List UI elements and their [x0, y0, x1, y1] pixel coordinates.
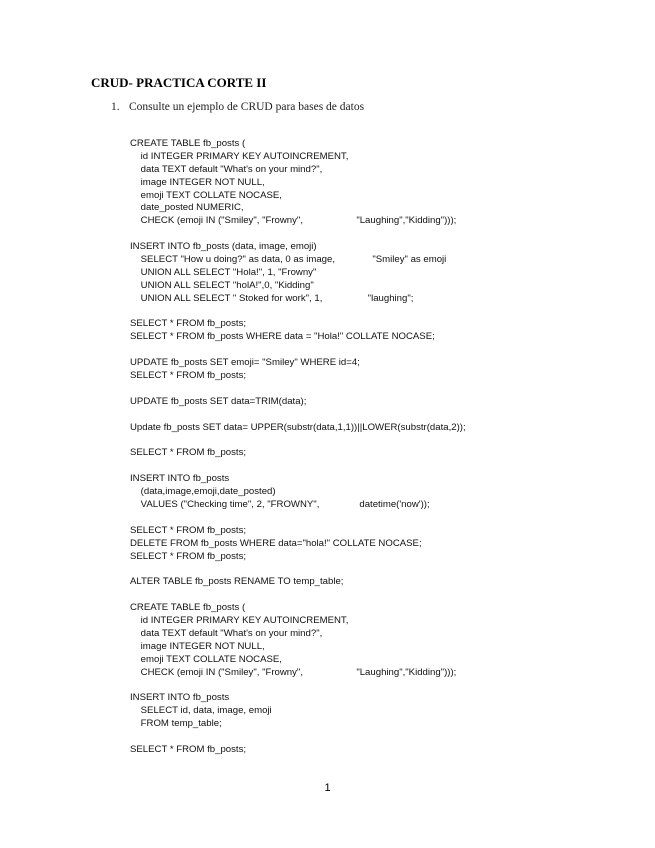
- code-line: SELECT * FROM fb_posts;: [130, 524, 247, 536]
- code-line: [130, 563, 466, 576]
- code-line: ALTER TABLE fb_posts RENAME TO temp_table;: [130, 576, 344, 588]
- code-line: FROM temp_table;: [130, 718, 222, 730]
- code-line: data TEXT default "What's on your mind?",: [130, 163, 323, 175]
- code-line: emoji TEXT COLLATE NOCASE,: [130, 189, 282, 201]
- code-line: UNION ALL SELECT "Hola!", 1, "Frowny": [130, 266, 317, 278]
- code-line: SELECT * FROM fb_posts;: [130, 550, 247, 562]
- code-line: UPDATE fb_posts SET emoji= "Smiley" WHERE id=4;: [130, 357, 360, 369]
- code-line: SELECT * FROM fb_posts;: [130, 447, 247, 459]
- code-line: id INTEGER PRIMARY KEY AUTOINCREMENT,: [130, 150, 349, 162]
- code-line: (data,image,emoji,date_posted): [130, 486, 276, 498]
- code-line: SELECT * FROM fb_posts;: [130, 318, 247, 330]
- code-line: emoji TEXT COLLATE NOCASE,: [130, 653, 282, 665]
- code-line: UPDATE fb_posts SET data=TRIM(data);: [130, 395, 307, 407]
- code-line: [130, 679, 466, 692]
- code-line: SELECT * FROM fb_posts;: [130, 370, 247, 382]
- page-number: 1: [324, 782, 331, 794]
- code-line: [130, 344, 466, 357]
- list-item-text: Consulte un ejemplo de CRUD para bases de datos: [129, 101, 365, 113]
- code-line: [130, 589, 466, 602]
- code-line: Update fb_posts SET data= UPPER(substr(data,1,1))||LOWER(substr(data,2));: [130, 421, 466, 433]
- code-line: [130, 460, 466, 473]
- list-item-number: 1.: [111, 101, 120, 113]
- document-title: CRUD- PRACTICA CORTE II: [91, 75, 267, 90]
- list-item: [111, 101, 364, 113]
- code-line: image INTEGER NOT NULL,: [130, 176, 265, 188]
- code-line: VALUES ("Checking time", 2, "FROWNY", datetime('now'));: [130, 498, 430, 510]
- code-line: SELECT "How u doing?" as data, 0 as image, "Smiley" as emoji: [130, 254, 447, 266]
- code-line: data TEXT default "What's on your mind?",: [130, 627, 323, 639]
- code-line: [130, 731, 466, 744]
- code-line: [130, 512, 466, 525]
- code-line: [130, 409, 466, 422]
- code-line: CHECK (emoji IN ("Smiley", "Frowny", "Laughing","Kidding")));: [130, 215, 457, 227]
- code-line: SELECT id, data, image, emoji: [130, 705, 272, 717]
- code-line: CHECK (emoji IN ("Smiley", "Frowny", "Laughing","Kidding")));: [130, 666, 457, 678]
- code-line: CREATE TABLE fb_posts (: [130, 138, 246, 149]
- code-line: INSERT INTO fb_posts (data, image, emoji): [130, 241, 317, 253]
- code-line: DELETE FROM fb_posts WHERE data="hola!" COLLATE NOCASE;: [130, 537, 422, 549]
- code-line: UNION ALL SELECT " Stoked for work", 1, "laughing";: [130, 292, 414, 304]
- code-line: image INTEGER NOT NULL,: [130, 640, 265, 652]
- code-line: INSERT INTO fb_posts: [130, 473, 230, 485]
- code-line: UNION ALL SELECT "holA!",0, "Kidding": [130, 279, 314, 291]
- code-line: INSERT INTO fb_posts: [130, 692, 230, 704]
- code-line: [130, 306, 466, 319]
- code-line: id INTEGER PRIMARY KEY AUTOINCREMENT,: [130, 614, 349, 626]
- sql-code-block: [130, 138, 466, 757]
- code-line: date_posted NUMERIC,: [130, 202, 244, 214]
- code-line: CREATE TABLE fb_posts (: [130, 602, 246, 614]
- code-line: [130, 228, 466, 241]
- code-line: [130, 383, 466, 396]
- code-line: SELECT * FROM fb_posts;: [130, 743, 247, 755]
- code-line: SELECT * FROM fb_posts WHERE data = "Hola!" COLLATE NOCASE;: [130, 331, 435, 343]
- code-line: [130, 434, 466, 447]
